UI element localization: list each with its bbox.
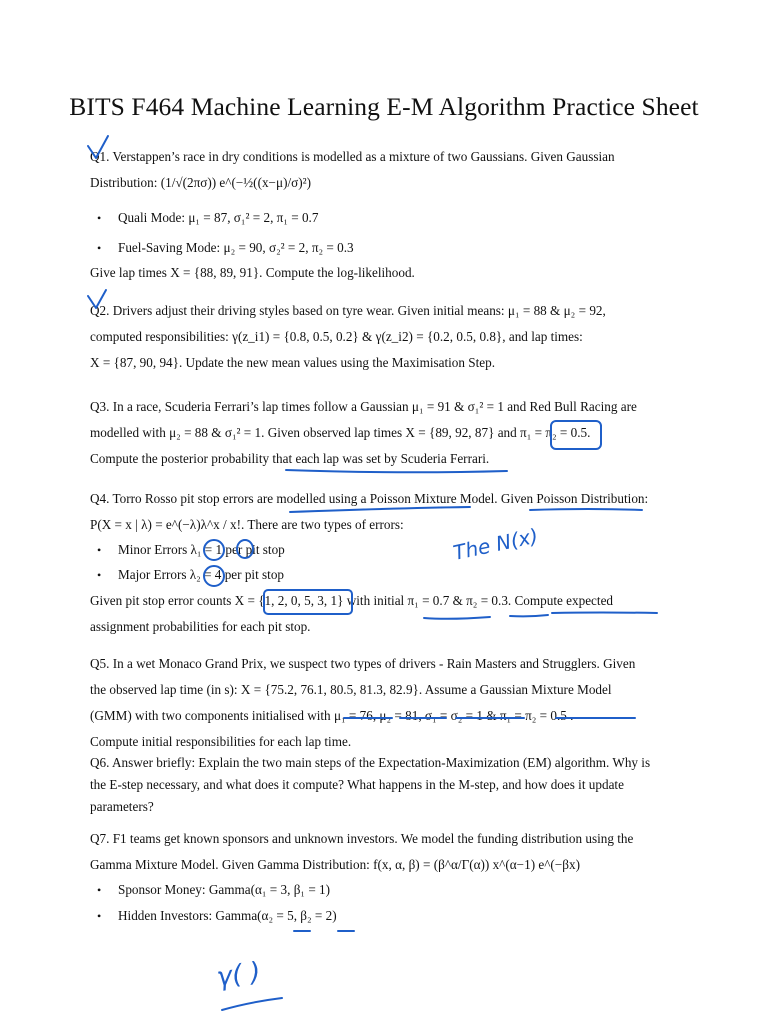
q5-line-1: Q5. In a wet Monaco Grand Prix, we suspect two types of drivers - Rain Masters and Strugglers. Given	[90, 656, 636, 671]
q1-intro: Q1. Verstappen’s race in dry conditions is modelled as a mixture of two Gaussians. Given Gaussian	[90, 149, 615, 164]
q4-bullet-major: • Major Errors λ₂ = 4 per pit stop	[118, 562, 284, 588]
question-4	[90, 486, 680, 538]
q1-bullet-fuel-saving: • Fuel-Saving Mode: μ₂ = 90, σ₂² = 2, π₂ = 0.3	[118, 235, 354, 261]
question-7	[90, 826, 680, 878]
q3-line-3: Compute the posterior probability that each lap was set by Scuderia Ferrari.	[90, 451, 490, 466]
q7-bullet-investors: • Hidden Investors: Gamma(α₂ = 5, β₂ = 2)	[118, 903, 337, 929]
q1-task: Give lap times X = {88, 89, 91}. Compute the log-likelihood.	[90, 265, 415, 280]
q4-line-4: assignment probabilities for each pit stop.	[90, 619, 311, 634]
q5-line-3: (GMM) with two components initialised with μ₁ = 76, μ₂ = 81, σ₁ = σ₂ = 1 & π₁ = π₂ = 0.5 .	[90, 708, 574, 723]
q2-line-1: Q2. Drivers adjust their driving styles based on tyre wear. Given initial means: μ₁ = 88 & μ₂ = 92,	[90, 303, 606, 318]
question-2	[90, 298, 680, 376]
q7-line-1: Q7. F1 teams get known sponsors and unknown investors. We model the funding distribution using the	[90, 831, 634, 846]
q4-bullet-minor: • Minor Errors λ₁ = 1 per pit stop	[118, 537, 285, 563]
question-1	[90, 144, 680, 196]
q2-line-2: computed responsibilities: γ(z_i1) = {0.8, 0.5, 0.2} & γ(z_i2) = {0.2, 0.5, 0.8}, and lap times:	[90, 329, 583, 344]
question-6	[90, 752, 680, 818]
bottom-underline	[222, 998, 282, 1010]
question-5	[90, 651, 680, 755]
q4-line-1: Q4. Torro Rosso pit stop errors are modelled using a Poisson Mixture Model. Given Poisson Distribution:	[90, 491, 649, 506]
q5-line-4: Compute initial responsibilities for each lap time.	[90, 734, 352, 749]
q2-line-3: X = {87, 90, 94}. Update the new mean values using the Maximisation Step.	[90, 355, 496, 370]
q7-bullet-sponsor: • Sponsor Money: Gamma(α₁ = 3, β₁ = 1)	[118, 877, 330, 903]
q1-distribution: Distribution: (1/√(2πσ)) e^(−½((x−μ)/σ)²)	[90, 175, 311, 190]
q3-line-2: modelled with μ₂ = 88 & σ₁² = 1. Given observed lap times X = {89, 92, 87} and π₁ = π₂ = 0.5.	[90, 425, 591, 440]
q3-line-1: Q3. In a race, Scuderia Ferrari’s lap times follow a Gaussian μ₁ = 91 & σ₁² = 1 and Red Bull Racing are	[90, 399, 637, 414]
q6-line-3: parameters?	[90, 799, 154, 814]
q4-line-2: P(X = x | λ) = e^(−λ)λ^x / x!. There are two types of errors:	[90, 517, 404, 532]
q1-bullet-quali: • Quali Mode: μ₁ = 87, σ₁² = 2, π₁ = 0.7	[118, 205, 318, 231]
q6-line-1: Q6. Answer briefly: Explain the two main steps of the Expectation-Maximization (EM) algorithm. Why is	[90, 755, 651, 770]
q7-line-2: Gamma Mixture Model. Given Gamma Distribution: f(x, α, β) = (β^α/Γ(α)) x^(α−1) e^(−βx)	[90, 857, 580, 872]
bottom-note: γ( )	[214, 957, 263, 993]
q4-continued	[90, 588, 680, 640]
question-3	[90, 394, 680, 472]
q6-line-2: the E-step necessary, and what does it compute? What happens in the M-step, and how does it update	[90, 777, 624, 792]
q4-line-3: Given pit stop error counts X = {1, 2, 0, 5, 3, 1} with initial π₁ = 0.7 & π₂ = 0.3. Compute expected	[90, 593, 614, 608]
margin-note: The N(x)	[451, 523, 541, 565]
q5-line-2: the observed lap time (in s): X = {75.2, 76.1, 80.5, 81.3, 82.9}. Assume a Gaussian Mixture Model	[90, 682, 612, 697]
page-title: BITS F464 Machine Learning E-M Algorithm Practice Sheet	[69, 92, 699, 121]
